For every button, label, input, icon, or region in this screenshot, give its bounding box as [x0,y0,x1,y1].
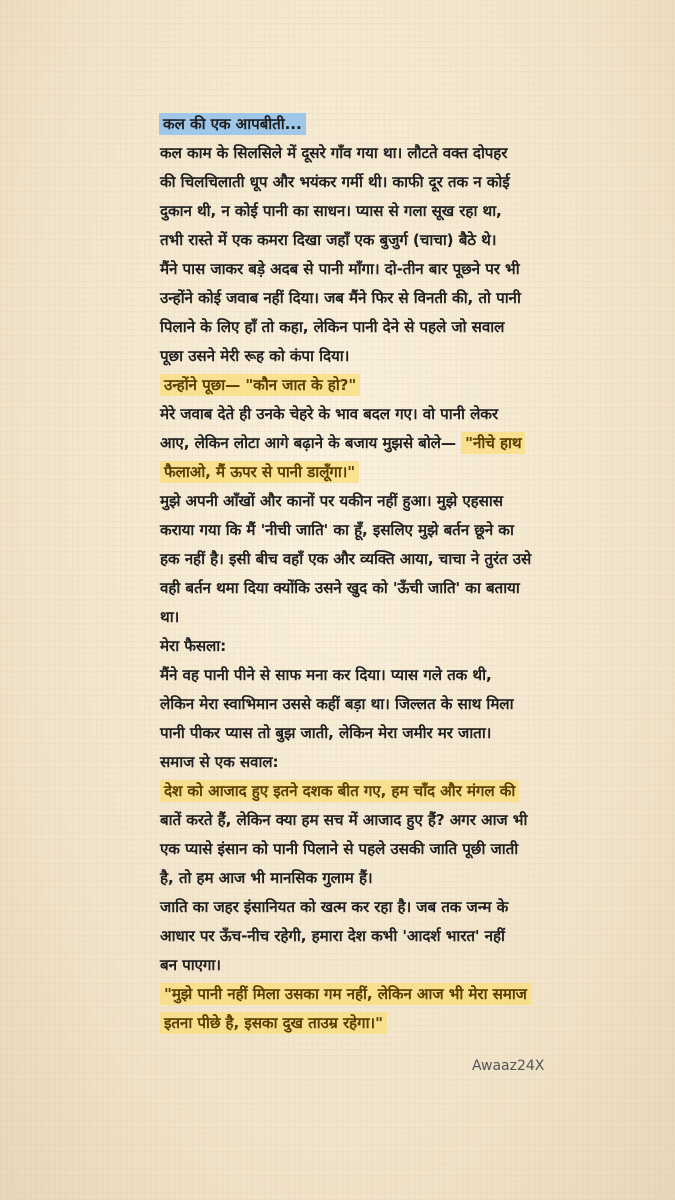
text-line: कल काम के सिलसिले में दूसरे गाँव गया था। लौटते वक्त दोपहर [160,144,508,162]
text-line [160,980,560,1009]
text-line: पूछा उसने मेरी रूह को कंपा दिया। [160,347,350,365]
text-line: मेरे जवाब देते ही उनके चेहरे के भाव बदल गए। वो पानी लेकर [160,405,498,423]
text-line: पानी पीकर प्यास तो बुझ जाती, लेकिन मेरा जमीर मर जाता। [160,724,492,742]
text-line: लेकिन मेरा स्वाभिमान उससे कहीं बड़ा था। जिल्लत के साथ मिला [160,695,514,713]
society-highlight: देश को आजाद हुए इतने दशक बीत गए, हम चाँद और मंगल की [160,780,519,802]
post-title: कल की एक आपबीती... [160,114,305,134]
text-line: बन पाएगा। [160,956,221,974]
text-line-mixed [160,429,560,458]
closing-quote [160,980,560,1038]
closing-quote-part2: इतना पीछे है, इसका दुख ताउम्र रहेगा।" [160,1012,387,1034]
decision-heading: मेरा फैसला: [160,637,227,655]
paragraph-journey [160,139,560,371]
text-line: मुझे अपनी आँखों और कानों पर यकीन नहीं हुआ। मुझे एहसास [160,492,503,510]
paragraph-decision [160,661,560,748]
insult-quote-part1: "नीचे हाथ [461,432,525,454]
text-line: कराया गया कि मैं 'नीची जाति' का हूँ, इसलिए मुझे बर्तन छूने का [160,521,514,539]
post-title-line [160,110,560,139]
society-heading: समाज से एक सवाल: [160,753,279,771]
insult-quote-part2: फैलाओ, मैं ऊपर से पानी डालूँगा।" [160,461,359,483]
text-line: जाति का जहर इंसानियत को खत्म कर रहा है। जब तक जन्म के [160,898,509,916]
text-line: की चिलचिलाती धूप और भयंकर गर्मी थी। काफी दूर तक न कोई [160,173,510,191]
watermark: Awaaz24X [472,1058,545,1074]
text-line: उन्होंने कोई जवाब नहीं दिया। जब मैंने फिर से विनती की, तो पानी [160,289,521,307]
text-line [160,458,560,487]
post-body [160,110,560,1038]
text-line: एक प्यासे इंसान को पानी पिलाने से पहले उसकी जाति पूछी जाती [160,840,519,858]
paragraph-realization [160,487,560,632]
paragraph-response [160,400,560,487]
text-line: पिलाने के लिए हाँ तो कहा, लेकिन पानी देने से पहले जो सवाल [160,318,505,336]
text-line: आधार पर ऊँच-नीच रहेगी, हमारा देश कभी 'आदर्श भारत' नहीं [160,927,505,945]
text-segment: आए, लेकिन लोटा आगे बढ़ाने के बजाय मुझसे बोले— [160,434,462,452]
paragraph-society [160,777,560,980]
text-line: हक नहीं है। इसी बीच वहाँ एक और व्यक्ति आया, चाचा ने तुरंत उसे [160,550,532,568]
text-line: मैंने वह पानी पीने से साफ मना कर दिया। प्यास गले तक थी, [160,666,492,684]
closing-quote-part1: "मुझे पानी नहीं मिला उसका गम नहीं, लेकिन आज भी मेरा समाज [160,983,531,1005]
text-line: तभी रास्ते में एक कमरा दिखा जहाँ एक बुजुर्ग (चाचा) बैठे थे। [160,231,497,249]
text-line: मैंने पास जाकर बड़े अदब से पानी माँगा। दो-तीन बार पूछने पर भी [160,260,520,278]
text-line [160,777,560,806]
text-line: बातें करते हैं, लेकिन क्या हम सच में आजाद हुए हैं? अगर आज भी [160,811,528,829]
question-quote-line [160,371,560,400]
text-line [160,1009,560,1038]
text-line: था। [160,608,180,626]
question-quote: उन्होंने पूछा— "कौन जात के हो?" [160,374,360,396]
text-line: दुकान थी, न कोई पानी का साधन। प्यास से गला सूख रहा था, [160,202,502,220]
text-line: वही बर्तन थमा दिया क्योंकि उसने खुद को 'ऊँची जाति' का बताया [160,579,520,597]
text-line: है, तो हम आज भी मानसिक गुलाम हैं। [160,869,373,887]
